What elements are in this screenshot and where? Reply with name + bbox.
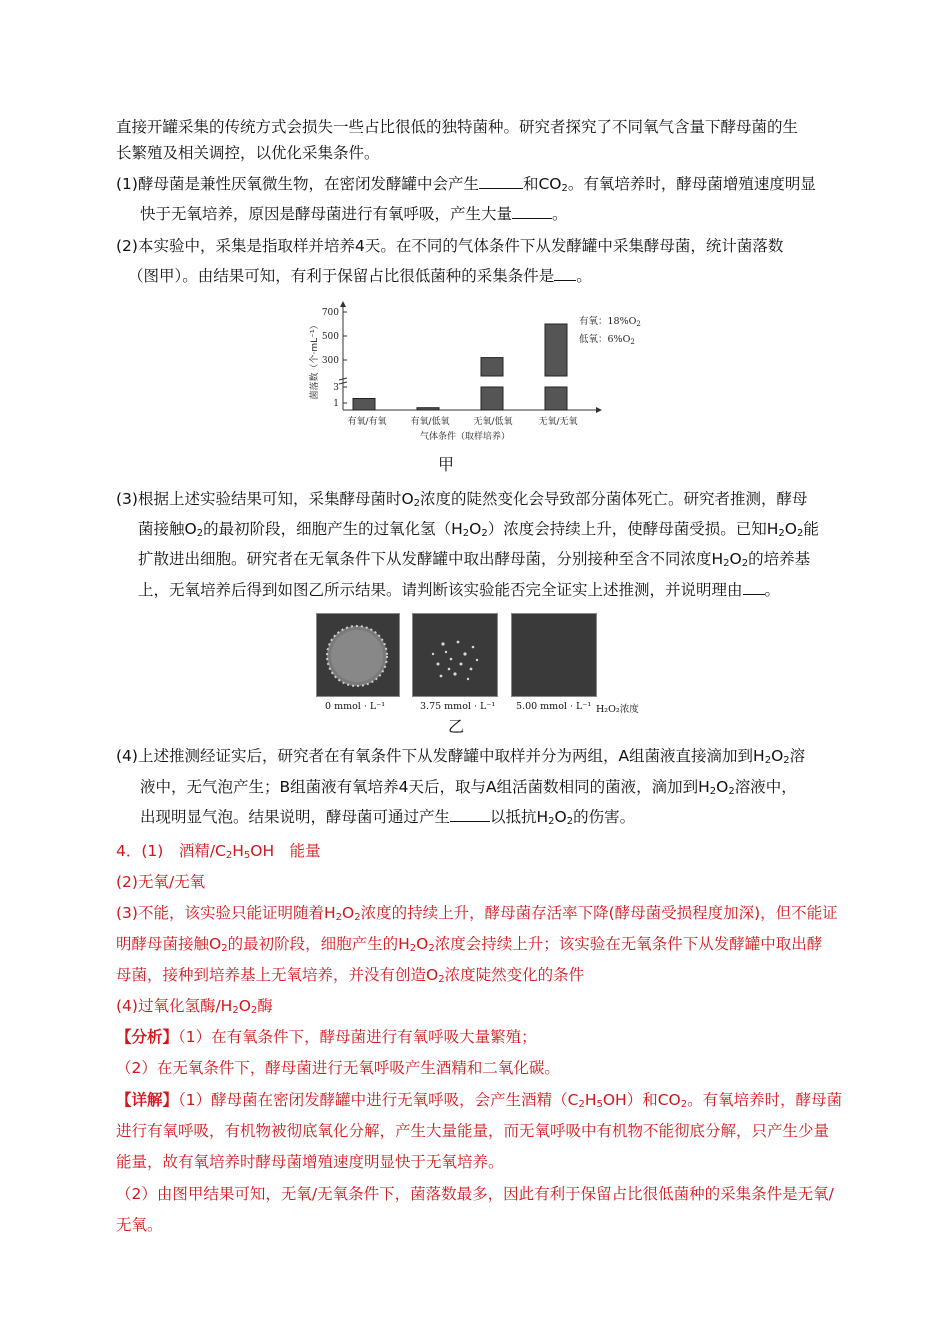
answer-blank [743,579,765,595]
question-2: (2)本实验中，采集是指取样并培养4天。在不同的气体条件下从发酵罐中采集酵母菌，统计菌落数 [116,237,784,255]
bar-lower-segment [481,387,503,410]
y-tick-label: 700 [321,308,339,318]
question-3-line3: 扩散进出细胞。研究者在无氧条件下从发酵罐中取出酵母菌，分别接种至含不同浓度$H_2O_2$的培养基 [138,550,811,569]
concentration-label: H₂O₂浓度 [596,704,639,715]
photo-label: 0 mmol · L⁻¹ [325,701,386,712]
petri-photo-0mmol [316,613,400,697]
answer-3-line2: 明酵母菌接触$O_2$的最初阶段，细胞产生的$H_2O_2$浓度会持续上升；该实验在无氧条件下从发酵罐中取出酵 [116,935,823,954]
y-tick-label: 300 [321,356,339,366]
bar-upper-segment [545,324,567,376]
photo-label: 3.75 mmol · L⁻¹ [420,701,496,712]
answer-1: 4．(1) 酒精$/C_2H_5OH$ 能量 [116,842,321,861]
question-4-line2: 液中，无气泡产生；B组菌液有氧培养4天后，取与A组活菌数相同的菌液，滴加到$H_2O_2$溶液中， [140,778,797,797]
intro-line: 直接开罐采集的传统方式会损失一些占比很低的独特菌种。研究者探究了不同氧气含量下酵母菌的生 [116,118,799,136]
question-1: (1)酵母菌是兼性厌氧微生物，在密闭发酵罐中会产生 和$CO_2$。有氧培养时，酵母菌增殖速度明显 [116,175,816,194]
y-tick-label: 500 [321,332,339,342]
detail-line4: （2）由图甲结果可知，无氧/无氧条件下，菌落数最多，因此有利于保留占比很低菌种的采集条件是无氧/ [116,1185,834,1203]
x-axis-label: 气体条件（取样培养） [419,432,511,442]
question-3: (3)根据上述实验结果可知，采集酵母菌时$O_2$浓度的陡然变化会导致部分菌体死亡。研究者推测，酵母 [116,490,808,509]
legend-aerobic: 有氧：$18\%O_2$ [579,316,641,328]
x-tick-label: 无氧/低氧 [473,417,513,427]
question-2-line2: （图甲）。由结果可知，有利于保留占比很低菌种的采集条件是 。 [128,267,592,285]
bar-lower-segment [545,387,567,410]
answer-blank [554,265,576,281]
bar [417,408,439,410]
bar [353,399,375,411]
answer-blank [450,806,490,822]
petri-photo-5mmol [511,613,597,697]
answer-3: (3)不能，该实验只能证明随着$H_2O_2$浓度的持续上升，酵母菌存活率下降(酵母菌受损程度加深)，但不能证 [116,904,838,923]
question-4: (4)上述推测经证实后，研究者在有氧条件下从发酵罐中取样并分为两组，A组菌液直接滴加到$H_2O_2$溶 [116,747,806,766]
detail-line2: 进行有氧呼吸，有机物被彻底氧化分解，产生大量能量，而无氧呼吸中有机物不能彻底分解，只产生少量 [116,1122,830,1140]
legend-hypoxic: 低氧：$6\%O_2$ [579,334,635,346]
question-1-line2: 快于无氧培养，原因是酵母菌进行有氧呼吸，产生大量 。 [140,205,568,223]
intro-line: 长繁殖及相关调控，以优化采集条件。 [116,144,380,162]
answer-3-line3: 母菌，接种到培养基上无氧培养，并没有创造$O_2$浓度陡然变化的条件 [116,966,585,985]
y-tick-label: 1 [333,399,339,409]
question-3-line2: 菌接触$O_2$的最初阶段，细胞产生的过氧化氢$(H_2O_2)$浓度会持续上升，使酵母菌受损。已知$H_2O_2$能 [138,520,819,539]
answer-4: (4)过氧化氢酶$/H_2O_2$酶 [116,997,273,1016]
x-tick-label: 有氧/低氧 [410,417,450,427]
y-tick-label: 3 [333,383,339,393]
bar-upper-segment [481,358,503,376]
detail-line3: 能量，故有氧培养时酵母菌增殖速度明显快于无氧培养。 [116,1153,504,1171]
x-tick-label: 有氧/有氧 [347,417,387,427]
figure-caption-jia: 甲 [438,455,455,474]
answer-2: (2)无氧/无氧 [116,873,206,891]
petri-photo-3-75mmol [412,613,498,697]
y-axis-label: 菌落数（个·mL⁻¹） [310,320,320,400]
photo-label: 5.00 mmol · L⁻¹ [516,701,592,712]
analysis-line1: 【分析】（1）在有氧条件下，酵母菌进行有氧呼吸大量繁殖； [116,1028,537,1046]
detail-line5: 无氧。 [116,1216,163,1234]
analysis-line2: （2）在无氧条件下，酵母菌进行无氧呼吸产生酒精和二氧化碳。 [116,1059,560,1077]
detail-line1: 【详解】（1）酵母菌在密闭发酵罐中进行无氧呼吸，会产生酒精$(C_2H_5OH)$和$CO_2$。有氧培养时，酵母菌 [116,1091,843,1110]
answer-blank [479,173,523,189]
question-3-line4: 上，无氧培养后得到如图乙所示结果。请判断该实验能否完全证实上述推测，并说明理由 。 [138,581,781,599]
x-tick-label: 无氧/无氧 [538,417,578,427]
answer-blank [512,203,552,219]
colony-count-chart [305,298,641,448]
question-4-line3: 出现明显气泡。结果说明，酵母菌可通过产生 以抵抗$H_2O_2$的伤害。 [140,808,636,827]
figure-caption-yi: 乙 [448,717,465,736]
